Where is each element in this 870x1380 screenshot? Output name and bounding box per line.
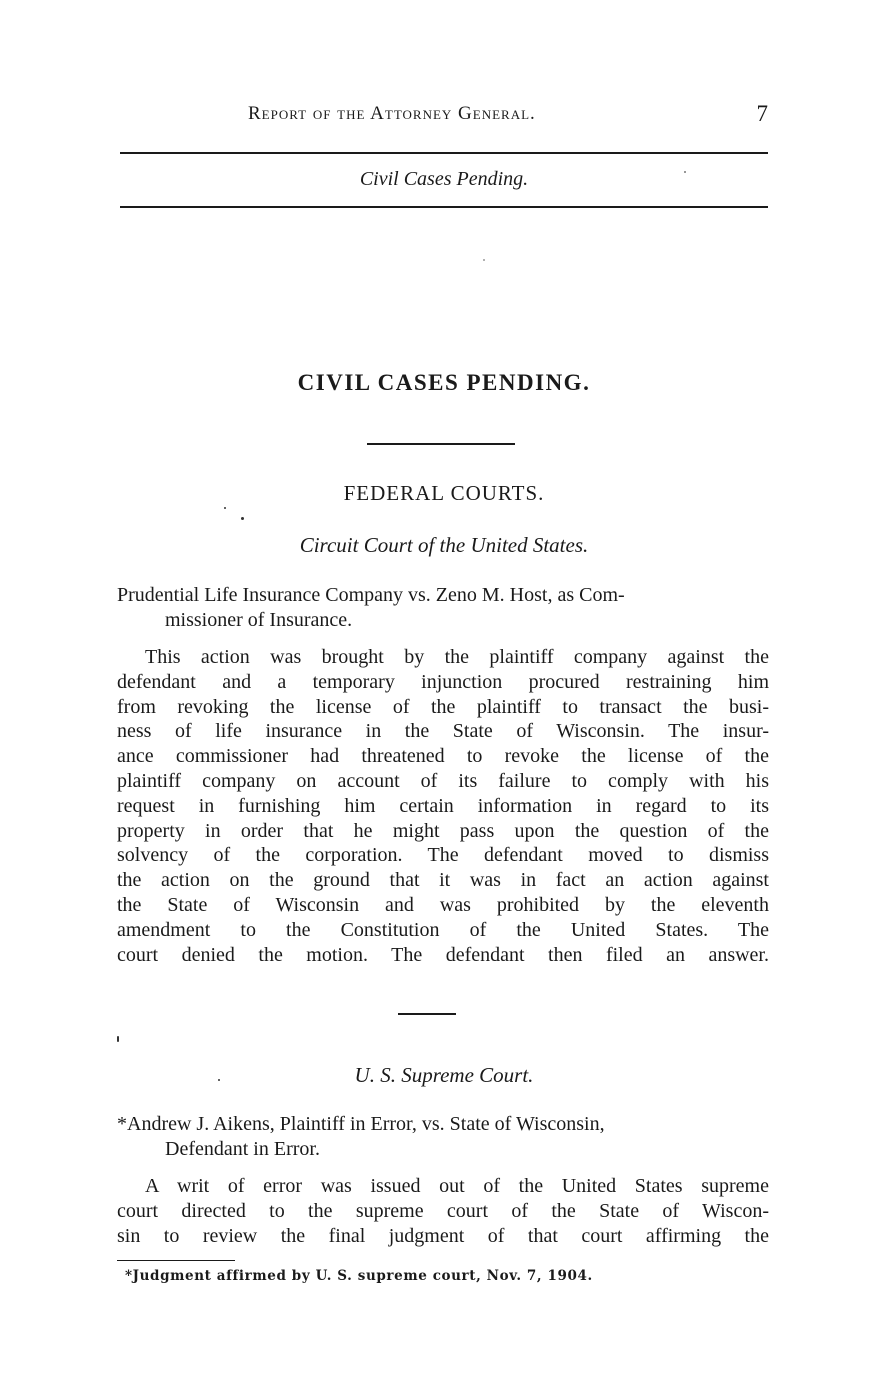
circuit-court-heading: Circuit Court of the United States. xyxy=(299,533,589,557)
paragraph-line: This action was brought by the plaintiff company against the xyxy=(145,646,769,668)
header-rule-top xyxy=(120,152,768,154)
page-number: 7 xyxy=(756,101,768,126)
case-paragraph-aikens xyxy=(117,1174,769,1248)
scan-speck xyxy=(218,1079,220,1081)
scan-speck xyxy=(224,507,226,509)
case-paragraph-prudential xyxy=(117,645,769,967)
paragraph-line: ance commissioner had threatened to revoke the license of the xyxy=(117,745,769,768)
paragraph-line: court denied the motion. The defendant then filed an answer. xyxy=(117,943,769,966)
section-divider xyxy=(398,1013,456,1015)
case-title-line: Prudential Life Insurance Company vs. Zeno M. Host, as Com- xyxy=(117,584,625,606)
paragraph-line: court directed to the supreme court of the State of Wiscon- xyxy=(117,1199,769,1222)
paragraph-line: defendant and a temporary injunction procured restraining him xyxy=(117,670,769,693)
paragraph-line: the State of Wisconsin and was prohibited by the eleventh xyxy=(117,893,769,916)
header-rule-bottom xyxy=(120,206,768,208)
scan-speck xyxy=(117,1036,119,1042)
scan-speck xyxy=(684,171,686,173)
case-title-prudential xyxy=(117,583,769,633)
supreme-court-heading: U. S. Supreme Court. xyxy=(354,1063,534,1087)
case-title-line: missioner of Insurance. xyxy=(165,609,353,631)
paragraph-line: request in furnishing him certain information in regard to its xyxy=(117,794,769,817)
section-divider xyxy=(367,443,515,445)
paragraph-line: property in order that he might pass upon the question of the xyxy=(117,819,769,842)
federal-courts-heading: FEDERAL COURTS. xyxy=(343,481,545,505)
paragraph-line: amendment to the Constitution of the United States. The xyxy=(117,918,769,941)
running-header xyxy=(120,103,768,133)
running-title: Report of the Attorney General. xyxy=(248,103,536,124)
case-title-aikens xyxy=(117,1112,769,1162)
paragraph-line: the action on the ground that it was in fact an action against xyxy=(117,869,769,892)
scan-speck xyxy=(483,259,485,261)
paragraph-line: from revoking the license of the plaintiff to transact the busi- xyxy=(117,695,769,718)
section-subhead: Civil Cases Pending. xyxy=(359,168,529,190)
paragraph-line: A writ of error was issued out of the United States supreme xyxy=(145,1175,769,1197)
case-title-line: *Andrew J. Aikens, Plaintiff in Error, vs. State of Wisconsin, xyxy=(117,1113,605,1135)
paragraph-line: solvency of the corporation. The defendant moved to dismiss xyxy=(117,844,769,867)
main-heading: CIVIL CASES PENDING. xyxy=(297,370,591,395)
paragraph-line: ness of life insurance in the State of Wisconsin. The insur- xyxy=(117,720,769,743)
footnote-rule xyxy=(117,1260,235,1261)
footnote: *Judgment affirmed by U. S. supreme court, Nov. 7, 1904. xyxy=(125,1268,593,1284)
paragraph-line: plaintiff company on account of its failure to comply with his xyxy=(117,769,769,792)
case-title-line: Defendant in Error. xyxy=(165,1138,320,1160)
scan-speck xyxy=(241,517,244,520)
paragraph-line: sin to review the final judgment of that court affirming the xyxy=(117,1224,769,1247)
